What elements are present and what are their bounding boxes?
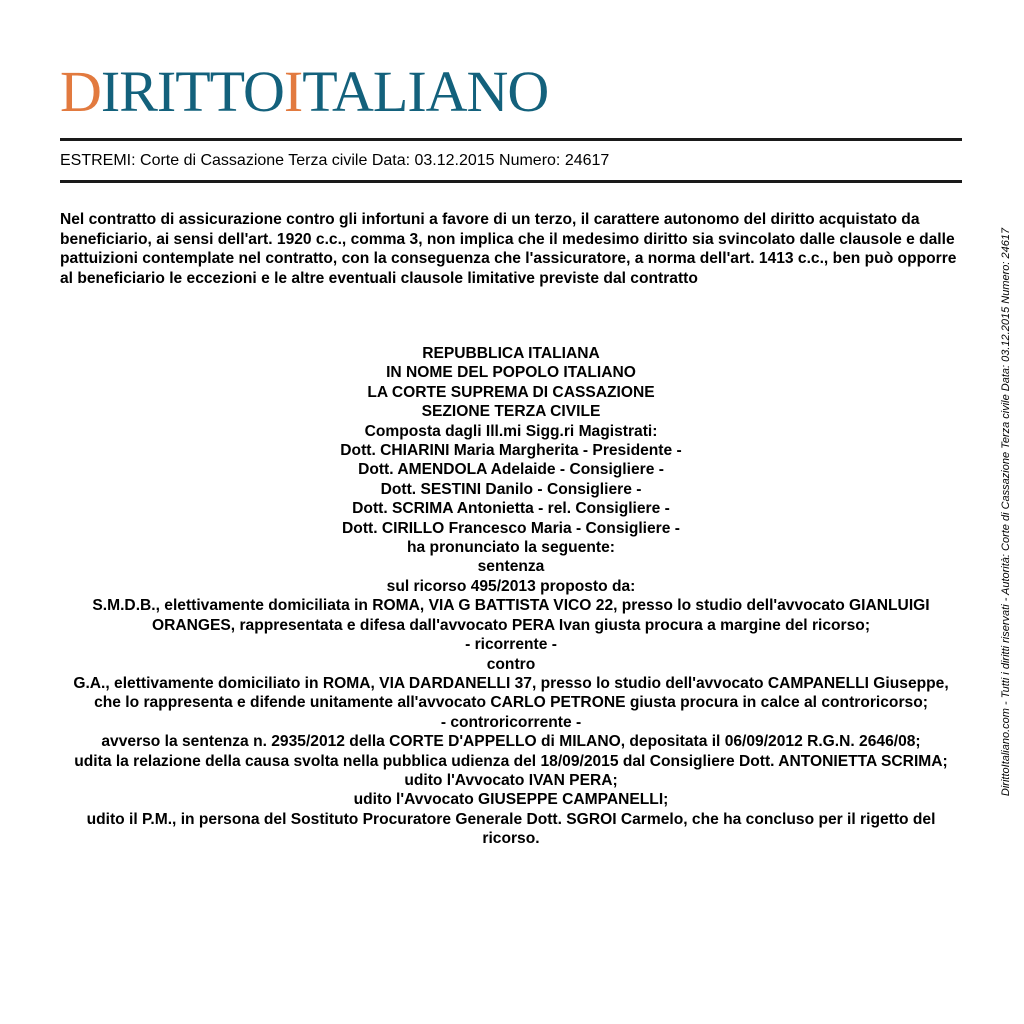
headnote: Nel contratto di assicurazione contro gli infortuni a favore di un terzo, il carattere autonomo del diritto acquistato da beneficiario, ai sensi dell'art. 1920 c.c., comma 3, non implica che il medesimo diritto sia svincolato dalle clausole e dalle pattuizioni contemplate nel contratto, con la conseguenza che l'assicuratore, a norma dell'art. 1413 c.c., ben può opporre al beneficiario le eccezioni e le altre eventuali clausole limitative previste dal contratto — [60, 211, 957, 287]
judgment-line: ha pronunciato la seguente: — [407, 539, 615, 557]
judgment-line: REPUBBLICA ITALIANA — [422, 345, 600, 362]
judgment-line: udito l'Avvocato GIUSEPPE CAMPANELLI; — [353, 791, 669, 809]
judgment-line: contro — [486, 655, 536, 673]
judgment-line: - ricorrente - — [465, 636, 557, 654]
side-copyright-notice: DirittoItaliano.com - Tutti i diritti riservati - Autorità: Corte di Cassazione Terza civile Data: 03.12.2015 Numero: 24617 — [1000, 227, 1012, 797]
judgment-line: Dott. CHIARINI Maria Margherita - Presidente - — [340, 442, 682, 460]
judgment-line: sentenza — [477, 558, 545, 576]
judgment-line: Dott. CIRILLO Francesco Maria - Consigliere - — [342, 519, 680, 537]
judgment-line: IN NOME DEL POPOLO ITALIANO — [386, 364, 636, 382]
judgment-line: LA CORTE SUPREMA DI CASSAZIONE — [367, 383, 655, 401]
logo-part-iritto: IRITTO — [100, 59, 284, 124]
judgment-line: - controricorrente - — [440, 713, 582, 731]
logo-letter-i: I — [283, 59, 303, 124]
judgment-line: udito l'Avvocato IVAN PERA; — [404, 771, 618, 789]
judgment-line: udito il P.M., in persona del Sostituto Procuratore Generale Dott. SGROI Carmelo, che ha concluso per il rigetto del ricorso. — [86, 810, 936, 848]
judgment-line: Dott. SCRIMA Antonietta - rel. Consigliere - — [352, 500, 670, 518]
judgment-line: Dott. SESTINI Danilo - Consigliere - — [380, 480, 642, 498]
judgment-body — [58, 344, 964, 849]
judgment-line: udita la relazione della causa svolta nella pubblica udienza del 18/09/2015 dal Consigliere Dott. ANTONIETTA SCRIMA; — [74, 752, 948, 770]
judgment-line: avverso la sentenza n. 2935/2012 della CORTE D'APPELLO di MILANO, depositata il 06/09/2012 R.G.N. 2646/08; — [101, 733, 921, 751]
logo-part-taliano: TALIANO — [302, 59, 549, 124]
judgment-line: SEZIONE TERZA CIVILE — [421, 403, 601, 421]
bottom-divider — [60, 180, 962, 183]
logo-letter-d: D — [60, 59, 101, 124]
document-reference: ESTREMI: Corte di Cassazione Terza civile Data: 03.12.2015 Numero: 24617 — [60, 152, 610, 169]
top-divider — [60, 138, 962, 141]
judgment-line: S.M.D.B., elettivamente domiciliata in ROMA, VIA G BATTISTA VICO 22, presso lo studio dell'avvocato GIANLUIGI ORANGES, rappresentata e difesa dall'avvocato PERA Ivan giusta procura a margine del ricorso; — [92, 597, 930, 634]
judgment-line: Composta dagli Ill.mi Sigg.ri Magistrati: — [364, 422, 658, 440]
judgment-line: sul ricorso 495/2013 proposto da: — [386, 577, 636, 595]
judgment-line: G.A., elettivamente domiciliato in ROMA, VIA DARDANELLI 37, presso lo studio dell'avvocato CAMPANELLI Giuseppe, che lo rappresenta e difende unitamente all'avvocato CARLO PETRONE giusta procura in calce al controricorso; — [73, 674, 949, 712]
judgment-line: Dott. AMENDOLA Adelaide - Consigliere - — [358, 461, 664, 479]
site-logo — [60, 59, 549, 124]
